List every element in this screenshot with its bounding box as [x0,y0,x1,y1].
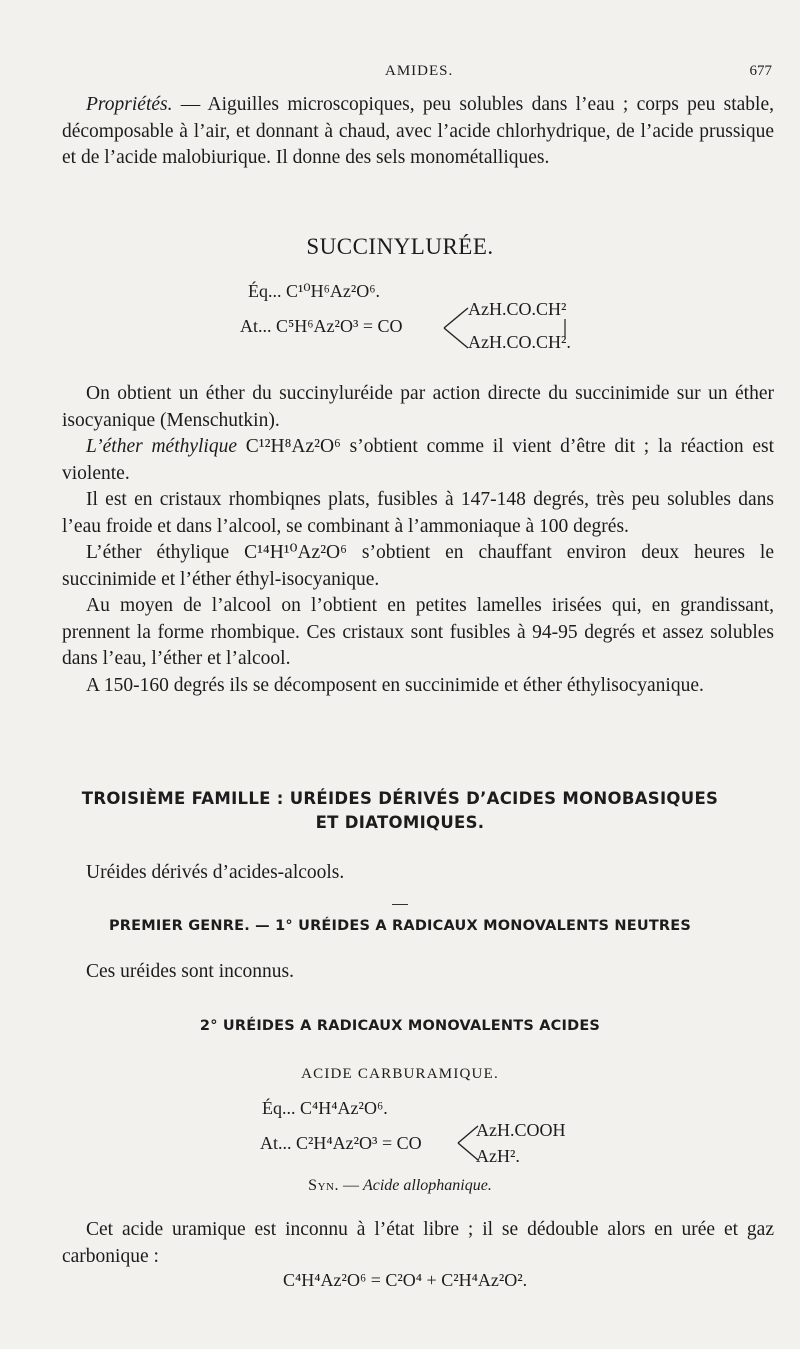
carb-branch-top: AzH.COOH [476,1120,566,1140]
running-header [0,63,800,85]
at-formula: C⁵H⁶Az²O³ = CO [276,316,403,336]
ethyl-text: s’obtient en chauffant environ deux heures le succinimide et l’éther éthyl-isocyanique. [62,542,774,590]
header-title: AMIDES. [385,63,454,79]
succinyluree-heading: SUCCINYLURÉE. [306,234,494,259]
succ-p4 [62,540,774,593]
famille-heading [0,787,800,835]
page-number: 677 [749,63,772,79]
succinyluree-body [62,381,774,699]
succ-p2 [62,434,774,487]
section-divider [392,904,408,905]
carb-at-formula [260,1133,422,1154]
eq-formula: C¹⁰H⁶Az²O⁶. [286,281,381,301]
ethyl-formula: C¹⁴H¹⁰Az²O⁶ [244,542,347,563]
genre1-body [62,959,774,986]
intro-paragraph [62,92,774,172]
genre1-text: Ces uréides sont inconnus. [86,961,294,982]
famille-subtitle: Uréides dérivés d’acides-alcools. [86,862,345,883]
succ-branch-bottom: AzH.CO.CH². [468,332,571,352]
succ-branch-top: AzH.CO.CH² [468,299,567,319]
decomposition-equation: C⁴H⁴Az²O⁶ = C²O⁴ + C²H⁴Az²O². [283,1270,528,1290]
methyl-ether-label: L’éther méthylique [86,436,238,457]
syn-text: Acide allophanique. [362,1177,492,1194]
intro-text: — Aiguilles microscopiques, peu solubles dans l’eau ; corps peu stable, décomposable à l’air, et donnant à chaud, avec l’acide chlorhydrique, de l’acide prussique et de l’acide malobiurique. Il donne des sels monométalliques. [62,94,774,168]
famille-sub [62,860,774,887]
genre2-paragraph: Cet acide uramique est inconnu à l’état libre ; il se dédouble alors en urée et gaz carbonique : [62,1219,774,1267]
carb-eq-label: Éq... [262,1098,296,1118]
famille-line2: ET DIATOMIQUES. [315,813,485,832]
syn-label: Syn. [308,1177,339,1194]
synonym-line: Syn. — Acide allophanique. [308,1177,492,1194]
intro-label: Propriétés. [86,94,173,115]
methyl-formula: C¹²H⁸Az²O⁶ [245,436,341,457]
famille-line1: TROISIÈME FAMILLE : URÉIDES DÉRIVÉS D’ACIDES MONOBASIQUES [81,789,719,808]
carburamique-heading: ACIDE CARBURAMIQUE. [301,1066,499,1082]
succ-p6: A 150-160 degrés ils se décomposent en succinimide et éther éthylisocyanique. [86,674,704,696]
carb-eq-formula [262,1098,388,1119]
genre1-heading: PREMIER GENRE. — 1° URÉIDES A RADICAUX MONOVALENTS NEUTRES [108,918,692,934]
succ-eq-formula [248,281,380,302]
carb-at-label: At... [260,1133,292,1153]
succ-at-formula [240,316,403,337]
genre2-heading: 2° URÉIDES A RADICAUX MONOVALENTS ACIDES [199,1018,601,1034]
succ-p3: Il est en cristaux rhombiqnes plats, fusibles à 147-148 degrés, très peu solubles dans l’eau froide et dans l’alcool, se combinant à l’ammoniaque à 100 degrés. [62,489,774,537]
eq-label: Éq... [248,281,282,301]
carb-eq-value: C⁴H⁴Az²O⁶. [300,1098,388,1118]
ethyl-label: L’éther éthylique [86,542,245,563]
succ-p5: Au moyen de l’alcool on l’obtient en petites lamelles irisées qui, en grandissant, prennent la forme rhombique. Ces cristaux sont fusibles à 94-95 degrés et assez solubles dans l’eau, l’éther et l’alcool. [62,595,774,669]
carb-branch-bottom: AzH². [476,1146,520,1166]
succ-bond-line-icon [562,318,568,338]
carb-at-value: C²H⁴Az²O³ = CO [296,1133,422,1153]
succ-p1: On obtient un éther du succinyluréide par action directe du succinimide sur un éther isocyanique (Menschutkin). [62,383,774,431]
genre2-body [62,1217,774,1270]
methyl-text: s’obtient comme il vient d’être dit ; la réaction est violente. [62,436,775,484]
at-label: At... [240,316,272,336]
